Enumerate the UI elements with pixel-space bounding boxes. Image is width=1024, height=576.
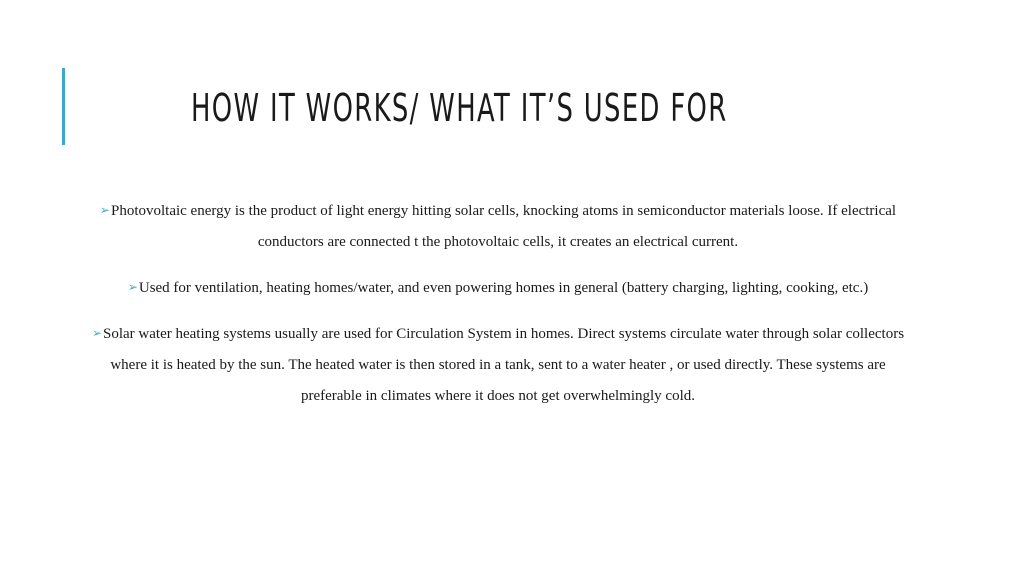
arrow-bullet-icon: ➢ — [99, 203, 110, 217]
bullet-item — [90, 273, 906, 304]
bullet-text: Used for ventilation, heating homes/water, and even powering homes in general (battery charging, lighting, cooking, etc.) — [138, 280, 869, 296]
bullet-item — [90, 319, 906, 412]
bullet-text: Photovoltaic energy is the product of light energy hitting solar cells, knocking atoms in semiconductor materials loose. If electrical conductors are connected t the photovoltaic cells, it creates an electrical current. — [110, 203, 897, 250]
arrow-bullet-icon: ➢ — [127, 280, 138, 294]
arrow-bullet-icon: ➢ — [91, 326, 102, 340]
bullet-text: Solar water heating systems usually are used for Circulation System in homes. Direct systems circulate water through solar collectors where it is heated by the sun. The heated water is then stored in a tank, sent to a water heater , or used directly. These systems are preferable in climates where it does not get overwhelmingly cold. — [103, 326, 905, 404]
slide-body — [90, 196, 906, 427]
bullet-item — [90, 196, 906, 258]
accent-bar — [62, 68, 65, 145]
slide-title: HOW IT WORKS/ WHAT IT’S USED FOR — [191, 86, 728, 130]
